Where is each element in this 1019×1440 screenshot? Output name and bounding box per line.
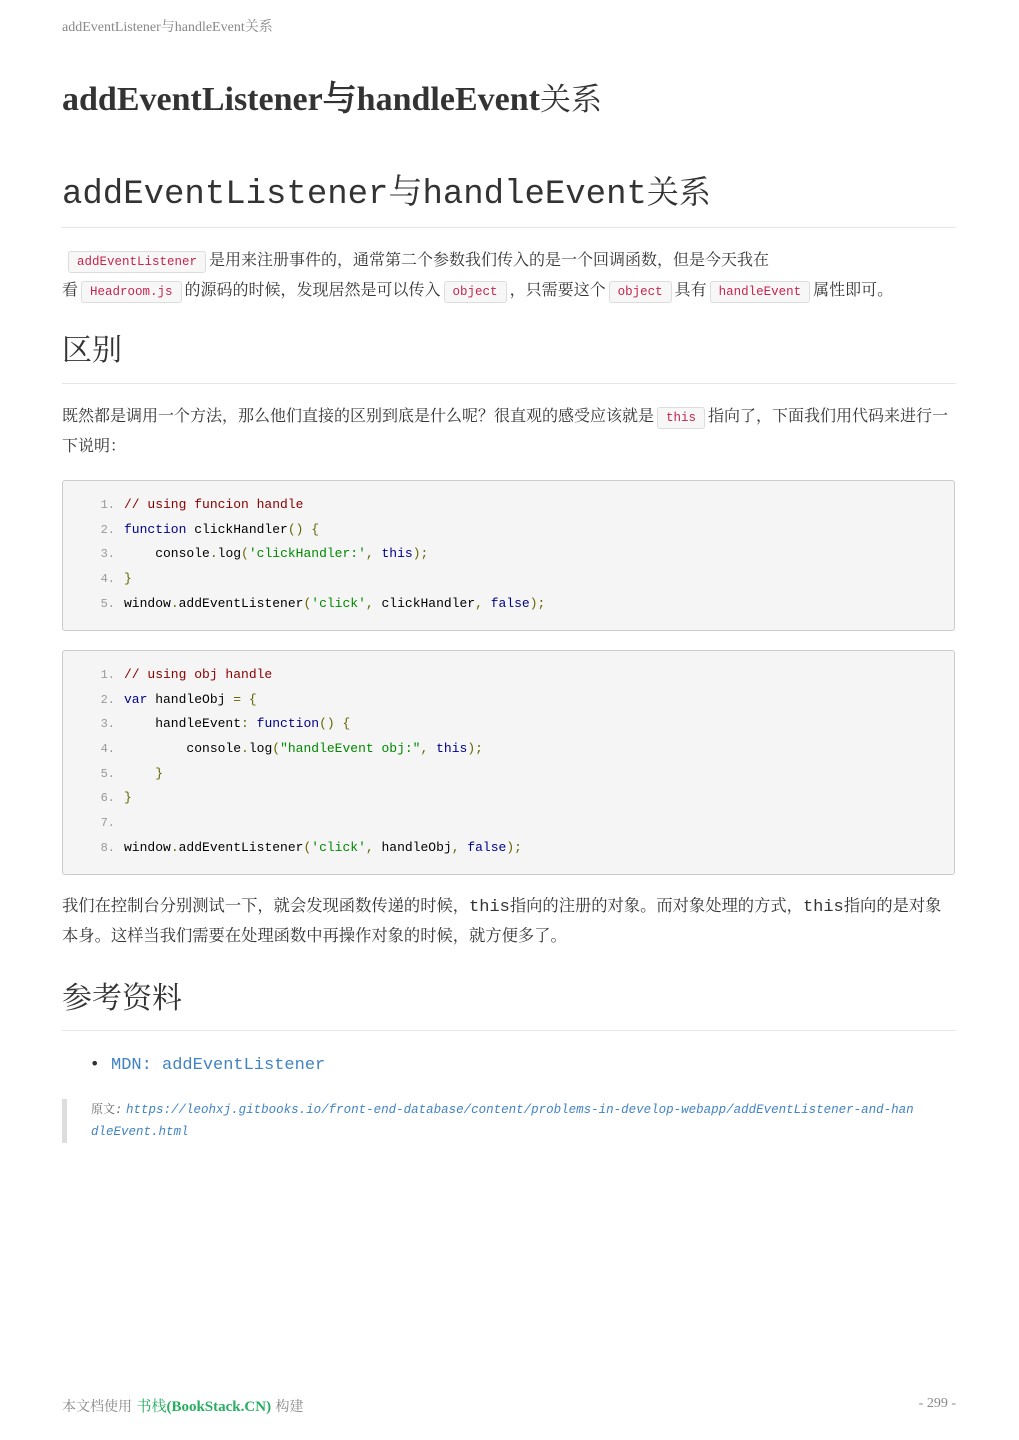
code-token: : [241, 716, 249, 732]
inline-code: this [657, 407, 705, 429]
code-token: this [381, 546, 413, 562]
code-token: false [490, 595, 530, 611]
section-divider [62, 1030, 956, 1031]
footer-prefix: 本文档使用 [62, 1399, 132, 1415]
code-token: . [170, 839, 179, 855]
code-token: 'click' [311, 839, 366, 855]
intro-text: 具有 [674, 280, 707, 299]
reference-link[interactable]: MDN: addEventListener [111, 1056, 326, 1075]
intro-paragraph [62, 246, 956, 306]
code-token [249, 716, 257, 731]
code-token: . [170, 595, 179, 611]
footer-suffix: 构建 [275, 1399, 304, 1415]
code-token: } [124, 571, 132, 587]
code-line [63, 762, 954, 787]
inline-code: addEventListener [68, 251, 206, 273]
bullet-icon: • [90, 1054, 100, 1073]
code-token: , [451, 839, 468, 855]
code-token: , [365, 839, 382, 855]
source-label: 原文 [91, 1102, 116, 1116]
code-line [63, 493, 954, 518]
code-token: ); [467, 741, 483, 757]
intro-text: 看 [62, 280, 79, 299]
section-divider [62, 383, 956, 384]
code-token: function [256, 716, 320, 732]
footer-credit [62, 1395, 304, 1416]
code-token: ( [241, 546, 249, 562]
code-line [63, 836, 954, 861]
inline-code: handleEvent [710, 281, 811, 303]
code-token [241, 692, 249, 707]
code-token: // using obj handle [124, 667, 273, 682]
source-link[interactable]: https://leohxj.gitbooks.io/front-end-database/content/problems-in-develop-webapp/addEventListener-and-handleEvent.html [91, 1103, 914, 1139]
code-token: addEventListener [178, 839, 304, 855]
page-number: - 299 - [918, 1396, 956, 1411]
intro-text: 的源码的时候，发现居然是可以传入 [184, 280, 441, 299]
intro-text: 属性即可。 [813, 280, 894, 299]
code-token: , [365, 546, 382, 562]
article-title-cjk: 关系 [646, 173, 711, 211]
code-token: window [124, 839, 171, 855]
code-line [63, 737, 954, 762]
code-token: ( [303, 595, 312, 611]
intro-text: 是用来注册事件的，通常第二个参数我们传入的是一个回调函数，但是今天我在 [209, 250, 770, 269]
code-line [63, 518, 954, 543]
summary-mono: this [802, 898, 844, 917]
code-token: , [475, 595, 491, 611]
summary-text: 指向的注册的对象。而对象处理的方式， [509, 896, 803, 915]
code-token: function [124, 521, 187, 537]
line-number: 8. [100, 840, 115, 855]
line-number: 5. [100, 596, 115, 611]
code-line [63, 567, 954, 592]
code-token: handleObj [381, 839, 452, 855]
source-blockquote [62, 1099, 921, 1143]
brand-cjk: 书栈 [136, 1397, 167, 1415]
code-token: clickHandler [381, 595, 476, 611]
code-token: ( [303, 839, 312, 855]
book-title-cjk: 关系 [539, 82, 602, 118]
diff-text: 指向了，下面我们用代码来进行一下说明： [62, 406, 949, 455]
code-token: 'clickHandler:' [248, 546, 366, 562]
code-line [63, 786, 954, 811]
summary-text: 我们在控制台分别测试一下，就会发现函数传递的时候， [62, 896, 470, 915]
code-token: ); [529, 595, 546, 611]
article-title-latin: addEventListener与handleEvent [62, 176, 647, 214]
section-heading-references: 参考资料 [62, 981, 182, 1016]
line-number: 1. [100, 668, 115, 682]
code-line [63, 663, 954, 688]
code-token: { [342, 716, 351, 732]
article-title [62, 170, 711, 217]
code-line [63, 688, 954, 713]
line-number: 6. [100, 791, 115, 806]
code-token: { [311, 521, 320, 537]
section-heading-diff: 区别 [62, 333, 122, 368]
code-token: 'click' [311, 595, 366, 611]
line-number: 1. [100, 498, 115, 512]
line-number: 7. [100, 816, 115, 831]
line-number: 4. [100, 572, 115, 587]
code-token: ); [412, 546, 429, 562]
code-token: . [241, 741, 249, 757]
code-token: ( [272, 741, 281, 757]
code-token: window [124, 595, 171, 611]
inline-code: object [609, 281, 672, 303]
summary-mono: this [469, 898, 510, 917]
code-token: false [467, 839, 507, 855]
line-number: 2. [100, 692, 115, 707]
code-line [63, 592, 954, 617]
code-token: console [124, 741, 242, 757]
book-title-latin: addEventListener与handleEvent [62, 81, 540, 118]
code-token: var [124, 691, 148, 707]
code-token [335, 716, 343, 731]
code-token: { [248, 691, 257, 707]
code-block-function-handler [62, 480, 955, 631]
code-block-object-handler [62, 650, 955, 875]
code-token: ); [506, 839, 522, 855]
code-token: , [420, 741, 437, 757]
intro-text: ，只需要这个 [509, 280, 606, 299]
code-token: = [233, 691, 242, 707]
code-token: clickHandler [186, 521, 288, 537]
code-token: addEventListener [178, 595, 304, 611]
title-divider [62, 227, 956, 228]
code-token: log [217, 546, 242, 562]
summary-paragraph [62, 892, 956, 950]
code-token: console [124, 546, 210, 562]
inline-code: object [444, 281, 507, 303]
inline-code: Headroom.js [81, 281, 182, 303]
line-number: 5. [100, 766, 115, 781]
brand-latin: (BookStack.CN) [166, 1399, 272, 1415]
line-number: 4. [100, 742, 115, 757]
line-number: 2. [100, 522, 115, 537]
diff-text: 既然都是调用一个方法，那么他们直接的区别到底是什么呢？很直观的感受应该就是 [62, 406, 655, 425]
code-token: handleEvent [124, 716, 242, 732]
list-item [90, 1052, 325, 1078]
code-token: () [319, 716, 335, 732]
code-token: log [248, 741, 273, 757]
line-number: 3. [100, 717, 115, 732]
code-token: } [124, 790, 132, 806]
code-line [63, 811, 954, 836]
reference-list [90, 1052, 325, 1078]
summary-text: 指向的是对象本身。这样当我们需要在处理函数中再操作对象的时候，就方便多了。 [62, 896, 942, 945]
code-token: } [124, 765, 164, 781]
code-token: handleObj [147, 691, 234, 707]
code-token: . [209, 546, 218, 562]
code-line [63, 712, 954, 737]
code-token: , [365, 595, 382, 611]
line-number: 3. [100, 547, 115, 562]
brand-link[interactable] [136, 1399, 271, 1415]
code-token: () [287, 521, 304, 537]
running-header: addEventListener与handleEvent关系 [62, 20, 273, 35]
code-line [63, 542, 954, 567]
code-token: this [436, 741, 468, 757]
source-colon: : [115, 1103, 123, 1117]
book-title [62, 78, 602, 122]
code-token: "handleEvent obj:" [280, 741, 421, 757]
diff-paragraph [62, 402, 956, 460]
code-token: // using funcion handle [124, 497, 304, 512]
